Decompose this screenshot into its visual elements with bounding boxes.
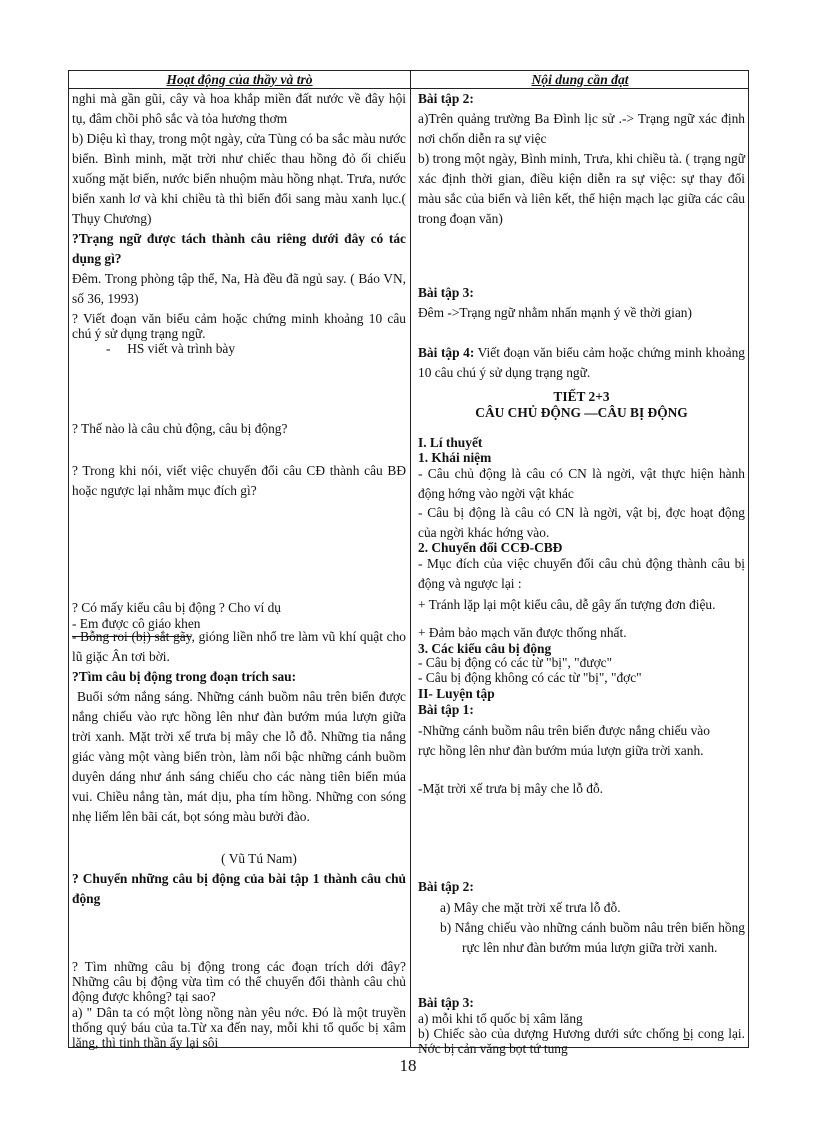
practice-1-label: Bài tập 1 bbox=[418, 702, 470, 717]
column-divider bbox=[410, 71, 411, 1047]
practice-2-title: Bài tập 2: bbox=[418, 879, 474, 894]
practice-1-title: Bài tập 1: bbox=[418, 702, 474, 717]
exercise-3-title: Bài tập 3: bbox=[418, 285, 474, 300]
practice-3-label: Bài tập 3 bbox=[418, 995, 470, 1010]
kind-without-markers: - Câu bị động không có các từ "bị", "đợc" bbox=[418, 670, 642, 685]
student-task: - HS viết và trình bày bbox=[106, 341, 236, 356]
purpose-avoid-repetition: + Tránh lặp lại một kiểu câu, dễ gây ấn tượng đơn điệu. bbox=[418, 597, 716, 612]
question-active-passive: ? Thế nào là câu chủ động, câu bị động? bbox=[72, 421, 288, 436]
exercise-2-label: Bài tập 2 bbox=[418, 91, 470, 106]
lesson-title: CÂU CHỦ ĐỘNG —CÂU BỊ ĐỘNG bbox=[475, 405, 688, 420]
example-b-paragraph: b) Diệu kì thay, trong một ngày, cửa Tùng có ba sắc màu nước biển. Bình minh, mặt trời như chiếc thau hồng đỏ ối chiếu xuống mặt biển, nước biển nhuộm màu hồng nhạt. Trưa, nước biển xanh lơ và khi chiều tà thì biển đổi sang màu xanh lục.( Thụy Chương) bbox=[72, 131, 406, 226]
exercise-4 bbox=[418, 343, 745, 383]
section-theory: I. Lí thuyết bbox=[418, 435, 483, 450]
example-iron-rod-struck: - Bỗng roi (bị) sắt gãy bbox=[72, 629, 192, 644]
exercise-2-a: a)Trên quảng trường Ba Đình lịc sử .-> Trạng ngữ xác định nơi chốn diễn ra sự việc bbox=[418, 111, 745, 146]
right-column bbox=[418, 89, 745, 1056]
lesson-number: TIẾT 2+3 bbox=[553, 389, 610, 404]
question-purpose: ? Trong khi nói, viết việc chuyển đổi câu CĐ thành câu BĐ hoặc ngược lại nhằm mục đích gì? bbox=[72, 463, 406, 498]
exercise-3-text: Đêm ->Trạng ngữ nhằm nhấn mạnh ý về thời gian) bbox=[418, 305, 692, 320]
header-teacher-student: Hoạt động của thầy và trò bbox=[166, 72, 313, 87]
practice-3-a: a) mỗi khi tổ quốc bị xâm lăng bbox=[418, 1011, 583, 1026]
page-number: 18 bbox=[399, 1056, 417, 1075]
definition-active: - Câu chủ động là câu có CN là ngời, vật thực hiện hành động hớng vào ngời vật khác bbox=[418, 466, 745, 501]
example-iron-rod-rest: , gióng liền nhổ tre làm vũ khí quật cho lũ giặc Ân tơi bời. bbox=[72, 629, 406, 664]
section-passive-kinds: 3. Các kiểu câu bị động bbox=[418, 641, 552, 656]
table-header bbox=[69, 71, 748, 89]
exercise-2-title: Bài tập 2: bbox=[418, 91, 474, 106]
practice-2-label: Bài tập 2 bbox=[418, 879, 470, 894]
poem-paragraph: nghi mà gần gũi, cây và hoa khắp miền đất nước về đây hội tụ, đâm chồi phô sắc và tỏa hương thơm bbox=[72, 91, 406, 126]
section-concept: 1. Khái niệm bbox=[418, 450, 492, 465]
exercise-4-text: Viết đoạn văn biểu cảm hoặc chứng minh khoảng 10 câu chú ý sử dụng trạng ngữ. bbox=[418, 345, 745, 380]
practice-3-b-end: cong lại. Nớc bị cản văng bọt tứ tung bbox=[418, 1026, 745, 1056]
example-iron-rod bbox=[72, 627, 406, 667]
passage-author: ( Vũ Tú Nam) bbox=[221, 851, 297, 866]
exercise-4-label: Bài tập 4: bbox=[418, 345, 475, 360]
question-find-passive-excerpts: ? Tìm những câu bị động trong các đoạn trích dới đây? Những câu bị động vừa tìm có thể chuyển đổi thành câu chủ động được không? tại sao? bbox=[72, 959, 406, 1004]
section-conversion: 2. Chuyển đổi CCĐ-CBĐ bbox=[418, 540, 563, 555]
question-write-paragraph: ? Viết đoạn văn biểu cảm hoặc chứng minh khoảng 10 câu chú ý sử dụng trạng ngữ. bbox=[72, 311, 406, 341]
conversion-purpose: - Mục đích của việc chuyển đổi câu chủ động thành câu bị động và ngược lại : bbox=[418, 556, 745, 591]
content-table bbox=[68, 70, 749, 1056]
practice-2-b: b) Nắng chiếu vào những cánh buồm nâu trên biển hồng rực lên như đàn bướm múa lượn giữa trời xanh. bbox=[440, 920, 745, 955]
practice-1-b: -Mặt trời xế trưa bị mây che lỗ đỗ. bbox=[418, 781, 604, 796]
excerpt-a: a) " Dân ta có một lòng nồng nàn yêu nớc. Đó là một truyền thống quý báu của ta.Từ xa đến nay, mỗi khi tổ quốc bị xâm lăng, thì tinh thần ấy lại sôi bbox=[72, 1005, 406, 1050]
example-praised: - Em được cô giáo khen bbox=[72, 616, 201, 631]
left-column bbox=[72, 89, 406, 1050]
example-night: Đêm. Trong phòng tập thể, Na, Hà đều đã ngủ say. ( Báo VN, số 36, 1993) bbox=[72, 271, 406, 306]
kind-with-markers: - Câu bị động có các từ "bị", "được" bbox=[418, 655, 613, 670]
purpose-coherence: + Đảm bảo mạch văn được thống nhất. bbox=[418, 625, 627, 640]
passage: Buổi sớm nắng sáng. Những cánh buồm nâu trên biển được nắng chiếu vào rực hồng lên như đàn bướm múa lượn giữa trời xanh. Mặt trời xế trưa bị mây che lỗ đỗ. Những tia nắng giác vàng một vàng biển tròn, làm nổi bậc những cánh buồm duyên dáng như ánh sáng chiếu cho các nàng tiên biển múa vui. Chiều nắng tàn, mát dịu, pha tím hồng. Những con sóng nhẹ liếm lên bãi cát, bọt sóng màu bưởi đào. bbox=[72, 689, 406, 824]
practice-3-b-start: b) Chiếc sào của dượng Hương dưới sức chống bbox=[418, 1026, 684, 1041]
section-practice: II- Luyện tập bbox=[418, 686, 495, 701]
exercise-2-b: b) trong một ngày, Bình minh, Trưa, khi chiều tà. ( trạng ngữ xác định thời gian, điều kiện diễn ra sự việc: sự thay đổi màu sắc của biển và liên kết, thể hiện mạch lạc giữa các câu trong đoạn văn) bbox=[418, 151, 745, 226]
question-kinds: ? Có mấy kiểu câu bị động ? Cho ví dụ bbox=[72, 600, 282, 615]
definition-passive: - Câu bị động là câu có CN là ngời, vật bị, đợc hoạt động của ngời khác hớng vào. bbox=[418, 505, 745, 540]
practice-1-a: -Những cánh buồm nâu trên biển được nắng chiếu vào rực hồng lên như đàn bướm múa lượn giữa trời xanh. bbox=[418, 723, 710, 758]
practice-3-b-underlined: bị bbox=[683, 1026, 694, 1041]
question-detached-adverbial: ?Trạng ngữ được tách thành câu riêng dưới đây có tác dụng gì? bbox=[72, 231, 406, 266]
practice-3-title: Bài tập 3: bbox=[418, 995, 474, 1010]
practice-2-a: a) Mây che mặt trời xế trưa lỗ đỗ. bbox=[440, 900, 621, 915]
header-content: Nội dung cần đạt bbox=[531, 72, 629, 87]
exercise-3-label: Bài tập 3 bbox=[418, 285, 470, 300]
student-task-text: HS viết và trình bày bbox=[127, 341, 236, 356]
practice-3-b bbox=[418, 1026, 745, 1056]
question-find-passive: ?Tìm câu bị động trong đoạn trích sau: bbox=[72, 669, 297, 684]
question-convert: ? Chuyển những câu bị động của bài tập 1 thành câu chủ động bbox=[72, 871, 406, 906]
